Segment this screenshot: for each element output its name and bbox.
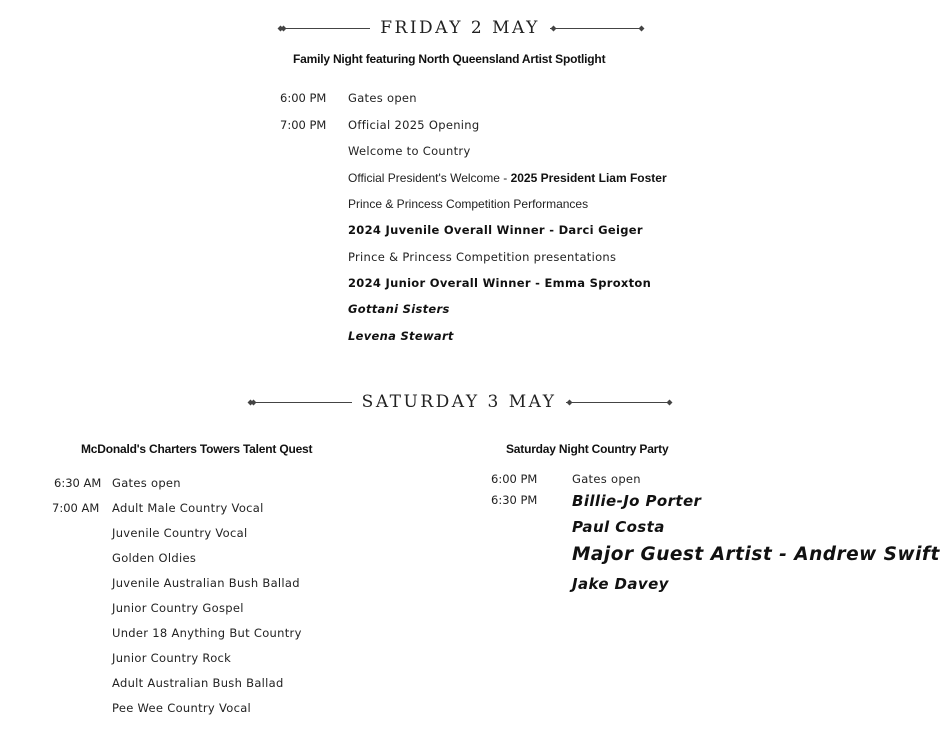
friday-heading: [280, 18, 642, 38]
friday-item-8: 2024 Junior Overall Winner - Emma Sproxton: [348, 276, 652, 290]
friday-item-3: Welcome to Country: [348, 144, 471, 158]
friday-item-4: [348, 171, 667, 185]
talent-quest-time-2: 7:00 AM: [52, 501, 100, 515]
friday-subtitle: Family Night featuring North Queensland Artist Spotlight: [293, 52, 606, 66]
saturday-heading: [250, 392, 670, 412]
country-party-time-2: 6:30 PM: [491, 493, 538, 507]
friday-item-4-label: Official President's Welcome -: [348, 171, 511, 185]
divider-right: [550, 28, 642, 29]
divider-right: [566, 402, 670, 403]
talent-quest-item-4: Golden Oldies: [112, 551, 197, 565]
country-party-subtitle: Saturday Night Country Party: [506, 442, 669, 456]
country-party-item-2: Billie-Jo Porter: [572, 492, 702, 510]
friday-time-2: 7:00 PM: [280, 118, 327, 132]
country-party-item-4: Major Guest Artist - Andrew Swift: [572, 544, 940, 565]
divider-left: [250, 402, 352, 403]
friday-item-10: Levena Stewart: [348, 329, 454, 343]
friday-item-6: 2024 Juvenile Overall Winner - Darci Geiger: [348, 223, 643, 237]
talent-quest-item-7: Under 18 Anything But Country: [112, 626, 302, 640]
country-party-item-5: Jake Davey: [572, 575, 669, 593]
talent-quest-item-1: Gates open: [112, 476, 181, 490]
talent-quest-item-2: Adult Male Country Vocal: [112, 501, 264, 515]
talent-quest-item-6: Junior Country Gospel: [112, 601, 244, 615]
talent-quest-item-3: Juvenile Country Vocal: [112, 526, 248, 540]
saturday-title: SATURDAY 3 MAY: [361, 392, 557, 412]
friday-title: FRIDAY 2 MAY: [380, 18, 540, 38]
talent-quest-time-1: 6:30 AM: [54, 476, 102, 490]
friday-item-4-bold: 2025 President Liam Foster: [510, 171, 667, 185]
friday-item-7: Prince & Princess Competition presentations: [348, 250, 617, 264]
country-party-item-1: Gates open: [572, 472, 641, 486]
country-party-time-1: 6:00 PM: [491, 472, 538, 486]
talent-quest-item-9: Adult Australian Bush Ballad: [112, 676, 284, 690]
friday-item-9: Gottani Sisters: [348, 302, 450, 316]
divider-left: [280, 28, 370, 29]
talent-quest-item-10: Pee Wee Country Vocal: [112, 701, 252, 715]
friday-item-1: Gates open: [348, 91, 417, 105]
friday-item-2: Official 2025 Opening: [348, 118, 480, 132]
talent-quest-subtitle: McDonald's Charters Towers Talent Quest: [81, 442, 313, 456]
talent-quest-item-8: Junior Country Rock: [112, 651, 232, 665]
friday-item-5: Prince & Princess Competition Performances: [348, 197, 589, 211]
country-party-item-3: Paul Costa: [572, 518, 665, 536]
talent-quest-item-5: Juvenile Australian Bush Ballad: [112, 576, 300, 590]
friday-time-1: 6:00 PM: [280, 91, 327, 105]
